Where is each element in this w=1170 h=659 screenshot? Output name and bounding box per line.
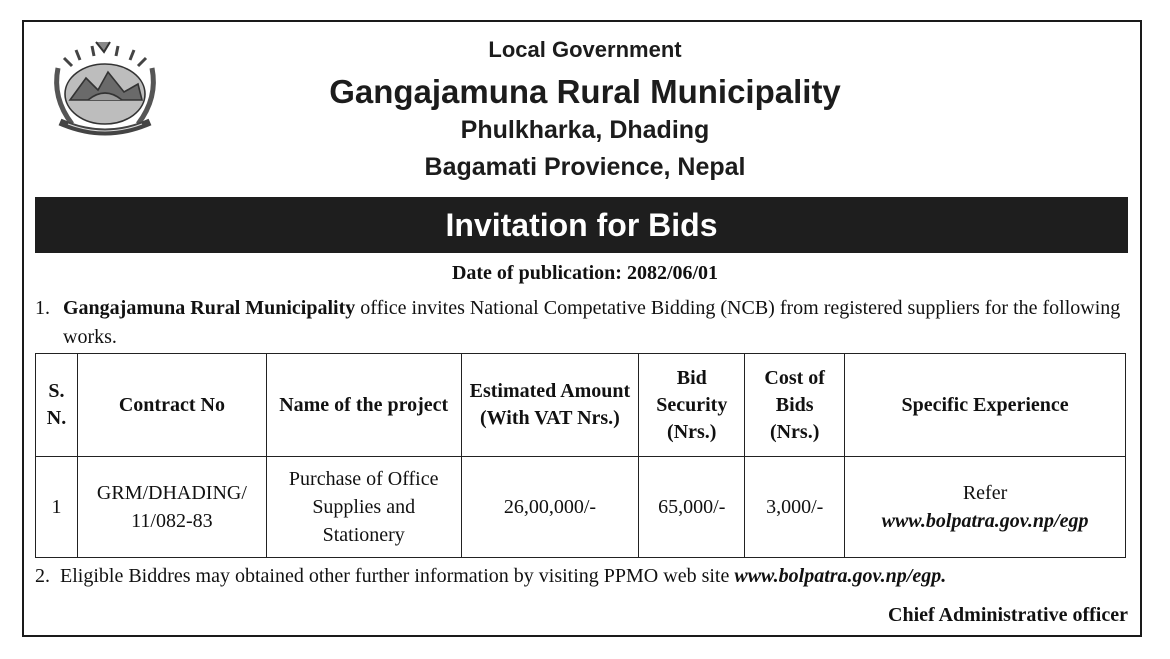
cell-project-name: Purchase of Office Supplies and Stationery	[266, 457, 461, 558]
publication-date: Date of publication: 2082/06/01	[451, 262, 719, 284]
header-specific-experience: Specific Experience	[845, 354, 1126, 457]
bids-table	[35, 353, 1126, 558]
header-bid-security: Bid Security (Nrs.)	[639, 354, 745, 457]
table-header-row	[36, 354, 1126, 457]
header-sn: S. N.	[36, 354, 78, 457]
cell-cost-of-bids: 3,000/-	[745, 457, 845, 558]
header-estimated-amount: Estimated Amount (With VAT Nrs.)	[461, 354, 639, 457]
header-project-name: Name of the project	[266, 354, 461, 457]
experience-refer-text: Refer	[962, 482, 1008, 504]
cell-sn: 1	[36, 457, 78, 558]
province-line: Bagamati Provience, Nepal	[424, 153, 746, 181]
cell-contract-no: GRM/DHADING/ 11/082-83	[77, 457, 266, 558]
paragraph-text: Eligible Biddres may obtained other further information by visiting PPMO web site	[60, 565, 735, 587]
municipality-title: Gangajamuna Rural Municipality	[329, 73, 841, 110]
cell-estimated-amount: 26,00,000/-	[461, 457, 639, 558]
paragraph-bold-name: Gangajamuna Rural Municipality	[63, 297, 356, 319]
notice-title-banner: Invitation for Bids	[35, 197, 1128, 253]
signature-title: Chief Administrative officer	[888, 604, 1128, 626]
header-local-government: Local Government	[488, 37, 682, 62]
ppmo-url-link[interactable]: www.bolpatra.gov.np/egp.	[734, 565, 947, 587]
header-cost-of-bids: Cost of Bids (Nrs.)	[745, 354, 845, 457]
paragraph-text: office invites National Competative Bidding (NCB) from registered suppliers for the following works.	[63, 297, 1121, 348]
experience-url-link[interactable]: www.bolpatra.gov.np/egp	[881, 510, 1089, 532]
cell-bid-security: 65,000/-	[639, 457, 745, 558]
paragraph-number: 2.	[35, 565, 50, 587]
paragraph-number: 1.	[35, 297, 50, 319]
paragraph-2	[35, 565, 1135, 588]
paragraph-1	[35, 294, 1135, 352]
address-line: Phulkharka, Dhading	[460, 116, 710, 144]
table-row	[36, 457, 1126, 558]
header-contract-no: Contract No	[77, 354, 266, 457]
cell-specific-experience	[845, 457, 1126, 558]
